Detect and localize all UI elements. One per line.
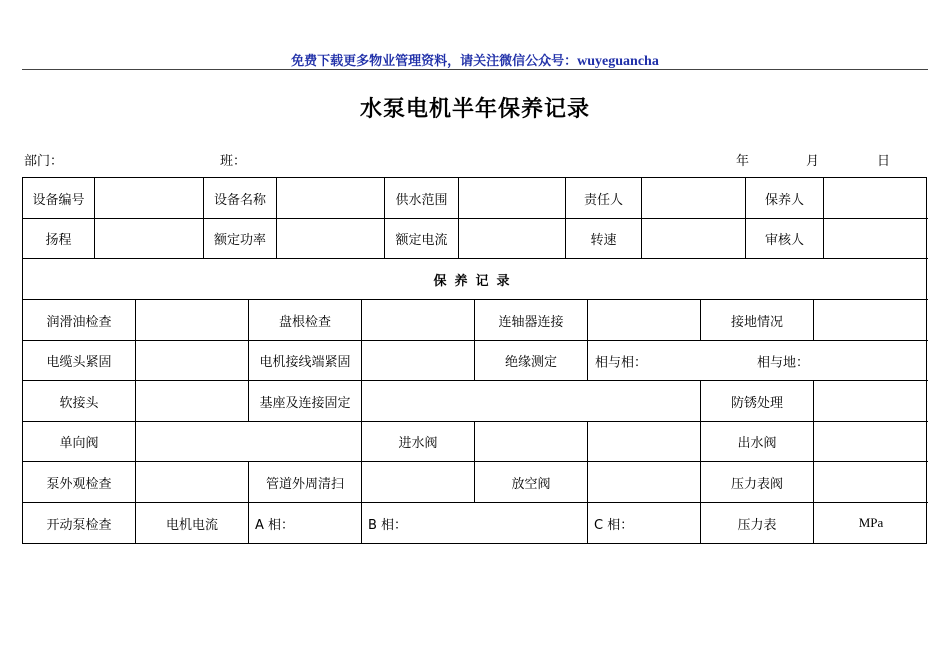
label-cable-head-tightening: 电缆头紧固	[23, 341, 136, 381]
day-label: 日	[877, 154, 891, 169]
field-supply-range[interactable]	[459, 178, 566, 219]
label-pump-appearance: 泵外观检查	[23, 462, 136, 503]
field-gauge-valve[interactable]	[814, 462, 928, 503]
banner-text: 免费下载更多物业管理资料，请关注微信公众号：	[291, 54, 578, 69]
label-outlet-valve: 出水阀	[701, 422, 814, 462]
page-title: 水泵电机半年保养记录	[359, 97, 590, 122]
month-label: 月	[806, 154, 820, 169]
label-base-fixing: 基座及连接固定	[249, 381, 362, 422]
download-banner	[0, 50, 950, 70]
label-gauge-valve: 压力表阀	[701, 462, 814, 503]
maintenance-record-table	[22, 177, 927, 544]
label-grounding: 接地情况	[701, 300, 814, 341]
label-check-valve: 单向阀	[23, 422, 136, 462]
label-maintainer: 保养人	[746, 178, 824, 219]
field-phase-b[interactable]: B 相：	[362, 503, 588, 543]
label-reviewer: 审核人	[746, 219, 824, 259]
department-label: 部门：	[24, 154, 64, 169]
field-base-fixing[interactable]	[362, 381, 701, 422]
label-responsible-person: 责任人	[566, 178, 642, 219]
field-lube-oil-check[interactable]	[136, 300, 249, 341]
label-motor-current: 电机电流	[136, 503, 249, 543]
field-cable-head-tightening[interactable]	[136, 341, 249, 381]
label-motor-terminal-tightening: 电机接线端紧固	[249, 341, 362, 381]
field-coupling-connection[interactable]	[588, 300, 701, 341]
field-speed[interactable]	[642, 219, 746, 259]
team-label: 班：	[220, 154, 247, 169]
label-supply-range: 供水范围	[385, 178, 459, 219]
field-pressure-unit[interactable]: MPa	[858, 515, 884, 530]
label-coupling-connection: 连轴器连接	[475, 300, 588, 341]
field-reviewer[interactable]	[824, 219, 928, 259]
label-drain-valve: 放空阀	[475, 462, 588, 503]
field-check-valve[interactable]	[136, 422, 362, 462]
label-insulation-test: 绝缘测定	[475, 341, 588, 381]
field-grounding[interactable]	[814, 300, 928, 341]
banner-wechat-handle: wuyeguancha	[577, 54, 659, 69]
field-drain-valve[interactable]	[588, 462, 701, 503]
label-rated-power: 额定功率	[204, 219, 277, 259]
field-outlet-valve[interactable]	[814, 422, 928, 462]
label-equipment-name: 设备名称	[204, 178, 277, 219]
label-lube-oil-check: 润滑油检查	[23, 300, 136, 341]
field-responsible-person[interactable]	[642, 178, 746, 219]
header-divider	[22, 69, 928, 70]
field-inlet-valve-extra[interactable]	[588, 422, 701, 462]
label-equipment-no: 设备编号	[23, 178, 95, 219]
field-rated-power[interactable]	[277, 219, 385, 259]
label-pressure-gauge: 压力表	[701, 503, 814, 543]
phase-to-phase-label: 相与相：	[595, 355, 648, 370]
field-phase-a[interactable]: A 相：	[249, 503, 362, 543]
phase-to-ground-label: 相与地：	[757, 355, 810, 370]
label-head: 扬程	[23, 219, 95, 259]
field-equipment-no[interactable]	[95, 178, 204, 219]
field-pump-appearance[interactable]	[136, 462, 249, 503]
year-label: 年	[736, 154, 750, 169]
field-flexible-joint[interactable]	[136, 381, 249, 422]
label-speed: 转速	[566, 219, 642, 259]
label-packing-check: 盘根检查	[249, 300, 362, 341]
field-maintainer[interactable]	[824, 178, 928, 219]
field-rust-prevention[interactable]	[814, 381, 928, 422]
field-equipment-name[interactable]	[277, 178, 385, 219]
field-pipe-cleaning[interactable]	[362, 462, 475, 503]
label-rated-current: 额定电流	[385, 219, 459, 259]
label-rust-prevention: 防锈处理	[701, 381, 814, 422]
label-pipe-cleaning: 管道外周清扫	[249, 462, 362, 503]
field-packing-check[interactable]	[362, 300, 475, 341]
label-flexible-joint: 软接头	[23, 381, 136, 422]
section-title-maintenance-record: 保养记录	[23, 259, 928, 300]
label-inlet-valve: 进水阀	[362, 422, 475, 462]
field-head[interactable]	[95, 219, 204, 259]
field-motor-terminal-tightening[interactable]	[362, 341, 475, 381]
field-phase-c[interactable]: C 相：	[588, 503, 701, 543]
field-inlet-valve[interactable]	[475, 422, 588, 462]
label-pump-start-check: 开动泵检查	[23, 503, 136, 543]
field-insulation-test[interactable]	[588, 341, 928, 381]
field-rated-current[interactable]	[459, 219, 566, 259]
